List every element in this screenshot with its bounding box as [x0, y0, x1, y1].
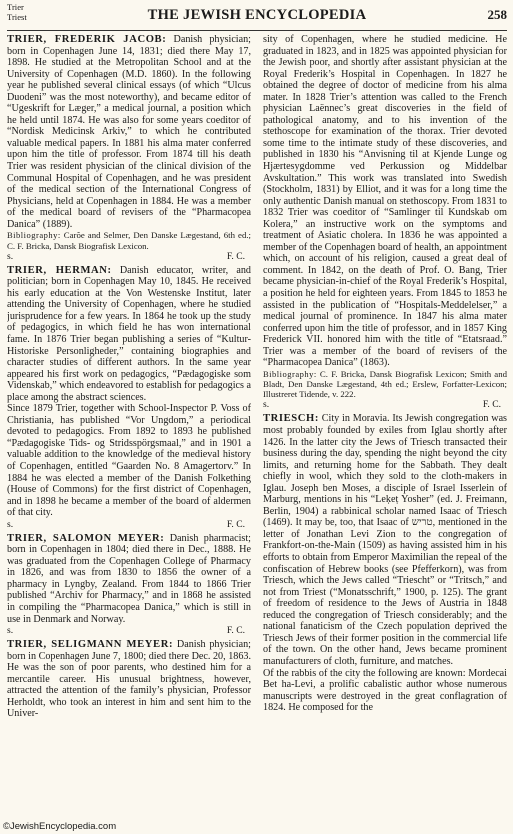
entry-trier-seligmann-meyer	[7, 639, 251, 720]
signature	[7, 519, 251, 530]
entry-title: TRIESCH:	[263, 413, 320, 425]
entry-text: Danish pharmacist; born in Copenhagen in 1804; died there in Dec., 1888. He was graduated from the Copenhagen College of Pharmacy in 1826, and was from 1830 to 1856 the owner of a pharmacy in Lyngby, Zealand. From 1844 to 1866 Trier published “Archiv for Pharmacy,” and in 1868 he assisted in compiling the “Pharmacopea Danica,” which is still in use in Denmark and Norway.	[7, 532, 251, 625]
entry-text: Danish physician; born in Copenhagen June 7, 1800; died there Dec. 20, 1863. He was the son of poor parents, who destined him for a mercantile career. His unusual brightness, however, attracted the attention of the family’s physician, Professor Herholdt, who took an interest in him and sent him to the Univer-	[7, 639, 251, 720]
signature	[7, 251, 251, 262]
signature-right: F. C.	[226, 625, 245, 637]
entry-title: TRIER, HERMAN:	[7, 264, 112, 276]
bibliography	[263, 369, 507, 400]
bibliography-text: Carõe and Selmer, Den Danske Lægestand, 6th ed.; C. F. Bricka, Dansk Biografisk Lexicon.	[7, 230, 251, 251]
signature-left: s.	[7, 625, 14, 637]
entry-continuation: sity of Copenhagen, where he studied medicine. He graduated in 1823, and in 1825 was appointed physician for the Jewish poor, and shortly after assistant physician at the Royal Frederik’s Hospital in Copenhagen. In 1827 he obtained the degree of doctor of medicine from his alma mater. In 1828 Trier’s attention was called to the French physician Laënnec’s great discoveries in the field of pathological anatomy, and to his invention of the stethoscope for examination of the thorax. Trier devoted some time to the intimate study of these discoveries, and published in 1830 his “Anvisning til at Kjende Lunge og Hjærtesygdomme ved Perkussion og Middelbar Avskultation.” This work was translated into Swedish (Stockholm, 1831) by Elliot, and it was for a long time the only authentic Danish manual on stethoscopy. From 1831 to 1832 Trier was coeditor of “Samlinger til Kundskab om Kolera,” an instructive work on the symptoms and treatment of Asiatic cholera. In 1836 he was appointed a member of the Copenhagen board of health, an appointment which, on account of his religion, caused a great deal of comment. In 1842, on the death of Prof. O. Bang, Trier became physician-in-chief of the Royal Frederik’s Hospital, a position he held for eighteen years. From 1845 to 1853 he assisted in the publication of “Hospitals-Meddelelser,” a medical journal of prominence. In 1847 his alma mater conferred upon him the title of professor, and in 1857 King Frederick VII. honored him with the title of “Etatsraad.” Trier was a member of the board of revisers of the “Pharmacopea Danica” (1863).	[263, 34, 507, 369]
entry-paragraph: Since 1879 Trier, together with School-Inspector P. Voss of Christiania, has published “Vor Ungdom,” a periodical devoted to pedagogics. From 1892 to 1893 he published “Pædagogiske Tids- og Stridsspörgsmaal,” and in 1901 a valuable addition to the knowledge of the medieval history of Copenhagen, entitled “Gaarden No. 8 Amagertorv.” In 1884 he was elected a member of the Danish Folkething (House of Commons) for the first district of Copenhagen, and in 1898 he became a member of the board of aldermen of that city.	[7, 403, 251, 519]
entry-paragraph: Of the rabbis of the city the following are known: Mordecai Bet ha-Levi, a prolific cabalistic author whose numerous manuscripts were destroyed in the great conflagration of 1824. He composed for the	[263, 667, 507, 714]
entry-title: TRIER, SALOMON MEYER:	[7, 532, 165, 544]
signature-left: s.	[7, 250, 14, 262]
entry-trier-herman	[7, 265, 251, 404]
page-header	[7, 2, 507, 30]
right-column	[263, 34, 507, 819]
entry-title: TRIER, SELIGMANN MEYER:	[7, 639, 174, 651]
page-number: 258	[487, 7, 507, 22]
signature	[7, 625, 251, 636]
bibliography	[7, 230, 251, 250]
entry-triesch	[263, 413, 507, 667]
signature-left: s.	[263, 399, 270, 411]
running-title: THE JEWISH ENCYCLOPEDIA	[147, 7, 367, 23]
bibliography-text: C. F. Bricka, Dansk Biografisk Lexicon; Smith and Bladt, Den Danske Lægestand, 4th ed.; Erslew, Forfatter-Lexicon; Illustreret Tidende, v. 222.	[263, 368, 507, 400]
left-column	[7, 34, 251, 819]
header-rule	[7, 30, 507, 31]
signature-left: s.	[7, 518, 14, 530]
signature-right: F. C.	[226, 518, 245, 530]
entry-text: Danish educator, writer, and politician; born in Copenhagen May 10, 1845. He received his early education at the Von Westenske Institut, later attending the University of Copenhagen, where he studied jurisprudence for a few years. In 1864 he took up the study of pedagogics, in which field he has won international fame. In 1876 Trier began publishing a series of “Kultur-Historiske Personligheder,” containing biographies and character studies of different authors. In the same year appeared his first work on pedagogics, “Pædagogiske som Videnskab,” which endeavored to establish for pedagogics a place among the abstract sciences.	[7, 264, 251, 403]
entry-trier-salomon-meyer	[7, 533, 251, 625]
watermark[interactable]: ©JewishEncyclopedia.com	[3, 821, 117, 832]
bibliography-label: Bibliography:	[7, 230, 61, 241]
entry-text: Danish physician; born in Copenhagen June 14, 1831; died there May 17, 1898. He studied at the Metropolitan School and at the University of Copenhagen (M.D. 1860). In the following year he published several clinical essays (of which “Ulcus Duodeni” was the most noteworthy), and became editor of “Ugeskrift for Læger,” a medical journal, a position which he held until 1874. He was also for some years coeditor of “Nordisk Medicinsk Arkiv,” to which he contributed valuable medical papers. In 1881 his alma mater conferred upon him the title of professor. From 1874 till his death Trier was resident physician of the clinical division of the Communal Hospital of Copenhagen, and he was president of the medical section of the International Congress of Physicians, held at Copenhagen in 1884. He was a member of the medical board of revisers of the “Pharmacopea Danica” (1889).	[7, 34, 251, 230]
entry-trier-frederik-jacob	[7, 34, 251, 230]
signature	[263, 399, 507, 410]
entry-title: TRIER, FREDERIK JACOB:	[7, 34, 167, 45]
bibliography-label: Bibliography:	[263, 368, 317, 379]
guide-word-bottom: Triest	[7, 12, 27, 22]
entry-text: City in Moravia. Its Jewish congregation was most probably founded by exiles from Iglau shortly after 1426. In the latter city the Jews of Triesch transacted their business during the day, spending the night beyond the city limits, and returning home for the Sabbath. They dealt chiefly in wool, which they sold to the cloth-makers in Iglau. Joseph ben Moses, a disciple of Israel Isserlein of Marburg, mentions in his “Leḳeṭ Yosher” (ed. J. Freimann, Berlin, 1904) a rabbinical scholar named Isaac of Triesch (1469). It may be, too, that Isaac of טריש, mentioned in the letter of Jonathan Levi Zion to the congregation of Frankfort-on-the-Main (1509) as having assisted him in his efforts to obtain from Emperor Maximilian the repeal of the confiscation of Hebrew books (see Pfefferkorn), was from Triesch, which the Jews called “Triescht” or “Tritsch,” and not from Triest (“Monatsschrift,” 1900, p. 125). The grant of freedom of residence to the Jews of Austria in 1848 reduced the congregation of Triesch considerably; and the national fanaticism of the Czech population deprived the Triesch Jews of their former position in the commercial life of the town. On the other hand, Jews became prominent manufacturers of cloth, furniture, and matches.	[263, 413, 507, 667]
signature-right: F. C.	[226, 250, 245, 262]
signature-right: F. C.	[482, 399, 501, 411]
guide-word-top: Trier	[7, 2, 24, 12]
